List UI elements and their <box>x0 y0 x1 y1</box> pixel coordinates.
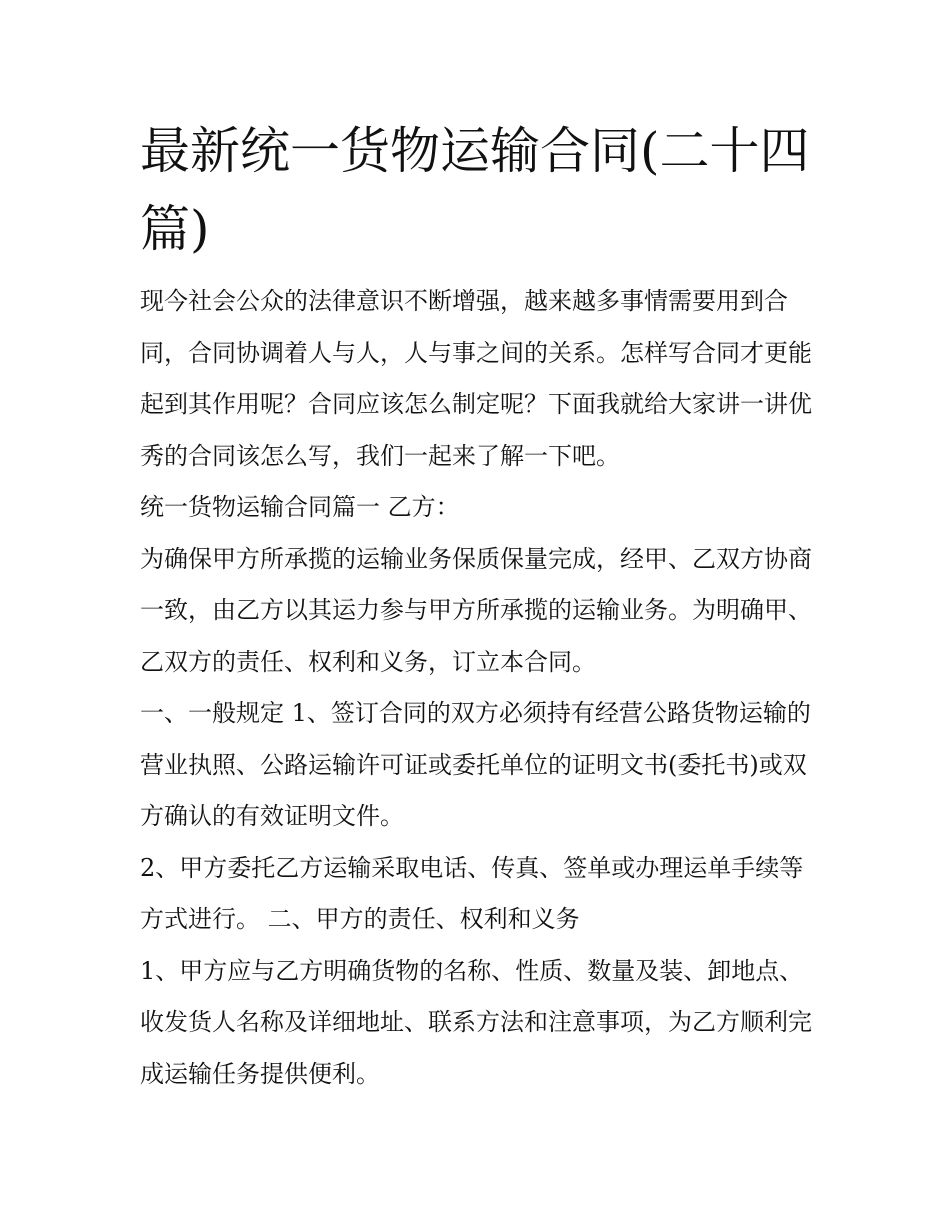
document-page <box>140 112 820 1100</box>
paragraph-entrust-method: 2、甲方委托乙方运输采取电话、传真、签单或办理运单手续等方式进行。 二、甲方的责任、权利和义务 <box>140 853 804 933</box>
paragraph-section-heading: 统一货物运输合同篇一 乙方： <box>140 493 460 521</box>
document-body <box>140 276 820 1100</box>
paragraph-party-a-duty: 1、甲方应与乙方明确货物的名称、性质、数量及装、卸地点、收发货人名称及详细地址、联系方法和注意事项，为乙方顺利完成运输任务提供便利。 <box>140 956 812 1088</box>
document-title: 最新统一货物运输合同(二十四篇) <box>140 122 810 258</box>
paragraph-intro: 现今社会公众的法律意识不断增强，越来越多事情需要用到合同，合同协调着人与人，人与事之间的关系。怎样写合同才更能起到其作用呢？合同应该怎么制定呢？下面我就给大家讲一讲优秀的合同该怎么写，我们一起来了解一下吧。 <box>140 287 812 470</box>
paragraph-purpose: 为确保甲方所承揽的运输业务保质保量完成，经甲、乙双方协商一致，由乙方以其运力参与甲方所承揽的运输业务。为明确甲、乙双方的责任、权利和义务，订立本合同。 <box>140 544 812 676</box>
paragraph-general-rules: 一、一般规定 1、签订合同的双方必须持有经营公路货物运输的营业执照、公路运输许可证或委托单位的证明文书(委托书)或双方确认的有效证明文件。 <box>140 699 811 830</box>
